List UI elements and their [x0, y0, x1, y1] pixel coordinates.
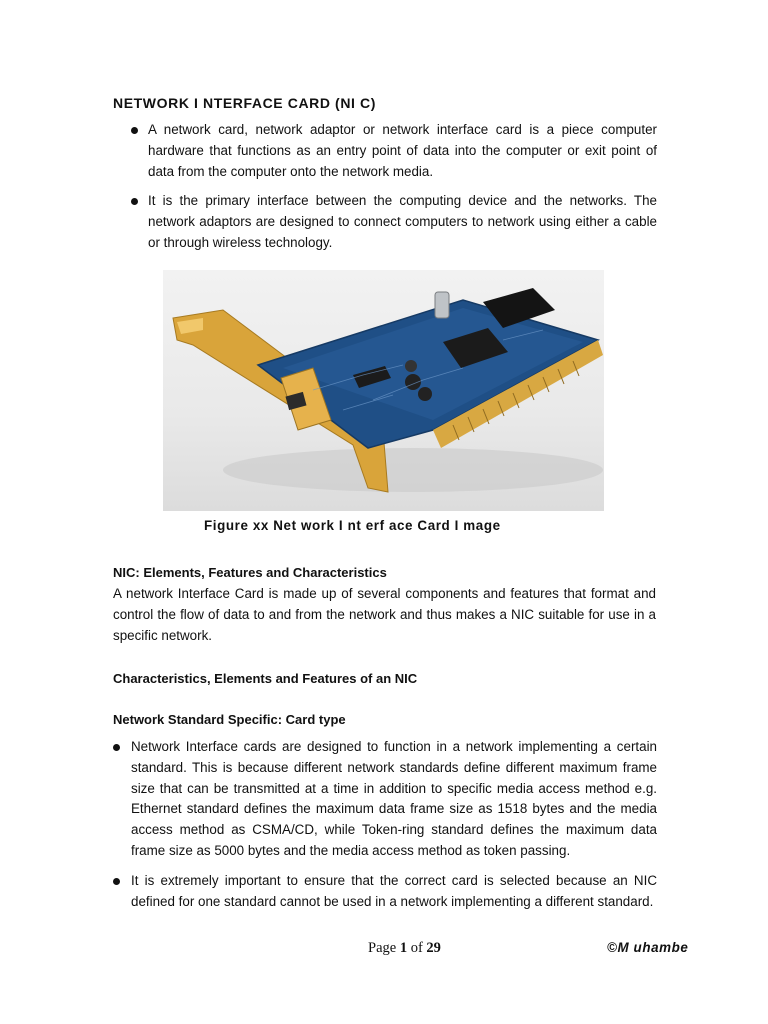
author-credit: ©M uhambe [607, 940, 689, 955]
standard-bullet-list [113, 737, 657, 921]
section-heading: NIC: Elements, Features and Characteristics [113, 565, 387, 580]
bullet-dot-icon [113, 744, 120, 751]
page-current: 1 [399, 940, 408, 956]
nic-photo [163, 270, 604, 511]
bullet-dot-icon [131, 127, 138, 134]
section-heading: Characteristics, Elements and Features of an NIC [113, 671, 418, 686]
list-item [113, 191, 657, 253]
page-number [368, 940, 441, 957]
network-card-image [163, 270, 604, 511]
bullet-dot-icon [113, 878, 120, 885]
list-item [113, 737, 657, 862]
page-prefix: Page [368, 940, 400, 956]
page-total: 29 [426, 940, 441, 956]
list-item [113, 871, 657, 913]
section-paragraph: A network Interface Card is made up of several components and features that format and control the flow of data to and from the network and thus makes a NIC suitable for use in a specific network. [113, 586, 656, 643]
bullet-text: It is the primary interface between the computing device and the networks. The network adaptors are designed to connect computers to network using either a cable or through wireless technology. [148, 193, 657, 250]
bullet-text: It is extremely important to ensure that the correct card is selected because an NIC defined for one standard cannot be used in a network implementing a different standard. [131, 872, 657, 909]
bullet-dot-icon [131, 198, 138, 205]
page-of: of [407, 940, 427, 956]
list-item [113, 120, 657, 182]
section-heading: Network Standard Specific: Card type [113, 712, 346, 727]
page-title: NETWORK I NTERFACE CARD (NI C) [113, 95, 376, 111]
figure-caption: Figure xx Net work I nt erf ace Card I mage [204, 518, 501, 533]
bullet-text: A network card, network adaptor or network interface card is a piece computer hardware that functions as an entry point of data into the computer or exit point of data from the computer onto the network media. [148, 122, 657, 179]
intro-bullet-list [113, 120, 657, 263]
bullet-text: Network Interface cards are designed to function in a network implementing a certain standard. This is because different network standards define different maximum frame size that can be transmitted at a time in addition to specific media access method e.g. Ethernet standard defines the maximum data frame size as 1518 bytes and the media access method as CSMA/CD, while Token-ring standard defines the maximum data frame size as 5000 bytes and the media access method as token passing. [131, 739, 657, 858]
